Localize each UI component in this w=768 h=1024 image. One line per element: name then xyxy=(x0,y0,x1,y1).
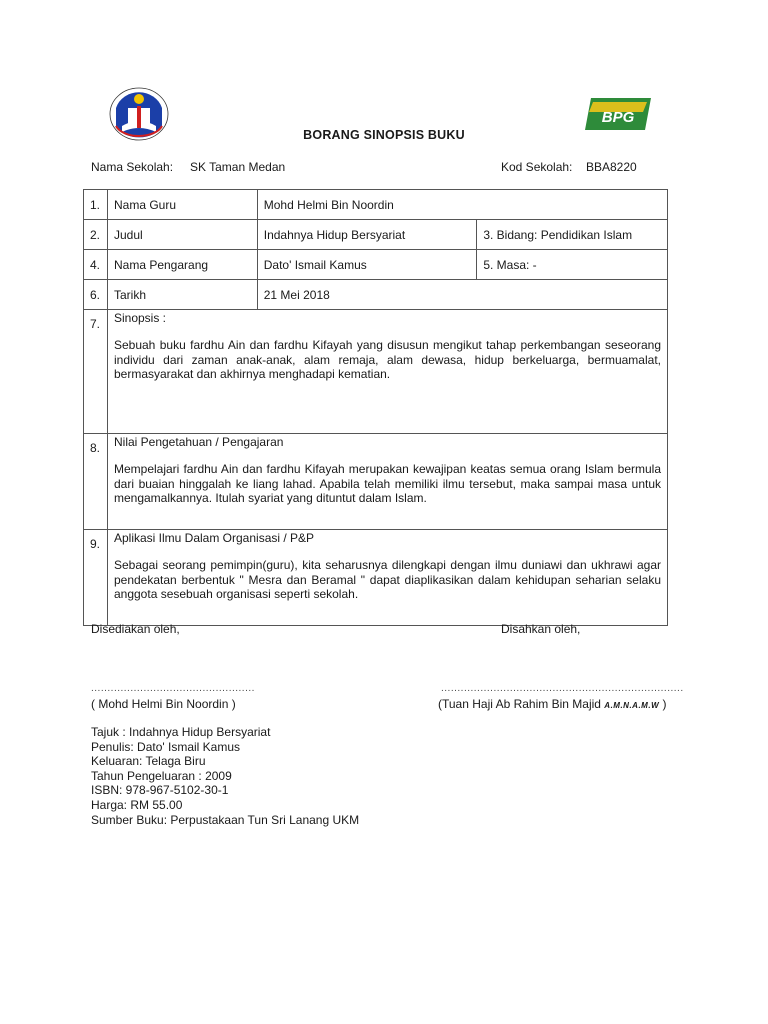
approved-signature-line: .......................................................................... xyxy=(441,683,684,694)
row-label: Nama Guru xyxy=(107,190,257,220)
row-value: Dato' Ismail Kamus xyxy=(257,250,477,280)
approved-title: A.M.N.A.M.W xyxy=(604,701,660,710)
row-label: Judul xyxy=(107,220,257,250)
book-info-line: Sumber Buku: Perpustakaan Tun Sri Lanang UKM xyxy=(91,812,360,827)
row-label: Tarikh xyxy=(107,280,257,310)
prepared-by-label: Disediakan oleh, xyxy=(91,622,180,636)
book-info-line: Penulis: Dato' Ismail Kamus xyxy=(91,739,241,754)
table-row xyxy=(84,250,668,280)
section-body: Sebuah buku fardhu Ain dan fardhu Kifayah yang disusun mengikut tahap perkembangan seseorang individu dari zaman anak-anak, alam remaja, alam dewasa, hidup berkeluarga, bermuamalat, bermasyarakat dan akhirnya menghadapi kematian. xyxy=(113,338,661,381)
section-heading: Aplikasi Ilmu Dalam Organisasi / P&P xyxy=(113,531,315,545)
application-cell xyxy=(107,530,667,626)
book-info-line: ISBN: 978-967-5102-30-1 xyxy=(91,783,229,798)
row-number: 6. xyxy=(84,280,108,310)
prepared-by-name: ( Mohd Helmi Bin Noordin ) xyxy=(91,697,236,711)
row-value: Indahnya Hidup Bersyariat xyxy=(257,220,477,250)
table-row xyxy=(84,280,668,310)
row-extra: 3. Bidang: Pendidikan Islam xyxy=(477,220,668,250)
synopsis-form-table xyxy=(83,189,668,626)
school-name-value: SK Taman Medan xyxy=(190,160,286,174)
bpg-logo-text: BPG xyxy=(601,109,635,126)
book-info xyxy=(91,725,359,827)
row-number: 1. xyxy=(84,190,108,220)
row-extra: 5. Masa: - xyxy=(477,250,668,280)
prepared-signature-line: .................................................. xyxy=(91,683,255,694)
bpg-logo xyxy=(583,96,653,132)
table-row xyxy=(84,310,668,434)
school-code-value: BBA8220 xyxy=(586,160,637,174)
row-number: 9. xyxy=(84,530,108,626)
row-value: 21 Mei 2018 xyxy=(257,280,667,310)
school-code-label: Kod Sekolah: xyxy=(501,160,573,174)
table-row xyxy=(84,220,668,250)
table-row xyxy=(84,190,668,220)
page-title: BORANG SINOPSIS BUKU xyxy=(303,128,465,142)
lesson-cell xyxy=(107,434,667,530)
table-row xyxy=(84,530,668,626)
approved-by-name xyxy=(438,697,666,711)
approved-by-label: Disahkan oleh, xyxy=(501,622,581,636)
table-row xyxy=(84,434,668,530)
row-number: 4. xyxy=(84,250,108,280)
book-info-line: Harga: RM 55.00 xyxy=(91,797,183,812)
section-heading: Nilai Pengetahuan / Pengajaran xyxy=(113,435,284,449)
synopsis-cell xyxy=(107,310,667,434)
row-number: 2. xyxy=(84,220,108,250)
row-number: 7. xyxy=(84,310,108,434)
book-info-line: Keluaran: Telaga Biru xyxy=(91,754,206,769)
row-label: Nama Pengarang xyxy=(107,250,257,280)
book-info-line: Tahun Pengeluaran : 2009 xyxy=(91,768,232,783)
approved-name-text: (Tuan Haji Ab Rahim Bin Majid xyxy=(438,697,605,711)
section-body: Sebagai seorang pemimpin(guru), kita seharusnya dilengkapi dengan ilmu duniawi dan ukhrawi agar pendekatan berbentuk " Mesra dan Beramal " dapat diaplikasikan dalam kehidupan seharian selaku anggota sesebuah organisasi seperti sekolah. xyxy=(113,558,661,601)
book-info-line: Tajuk : Indahnya Hidup Bersyariat xyxy=(91,725,271,739)
row-value: Mohd Helmi Bin Noordin xyxy=(257,190,667,220)
section-body: Mempelajari fardhu Ain dan fardhu Kifayah merupakan kewajipan keatas semua orang Islam bermula dari buaian hinggalah ke liang lahad. Apabila telah memiliki ilmu tersebut, maka sampai masa untuk mengamalkannya. Itulah syariat yang dituntut dalam Islam. xyxy=(113,462,661,505)
approved-name-close: ) xyxy=(659,697,667,711)
section-heading: Sinopsis : xyxy=(113,311,167,325)
school-name-label: Nama Sekolah: xyxy=(91,160,174,174)
row-number: 8. xyxy=(84,434,108,530)
